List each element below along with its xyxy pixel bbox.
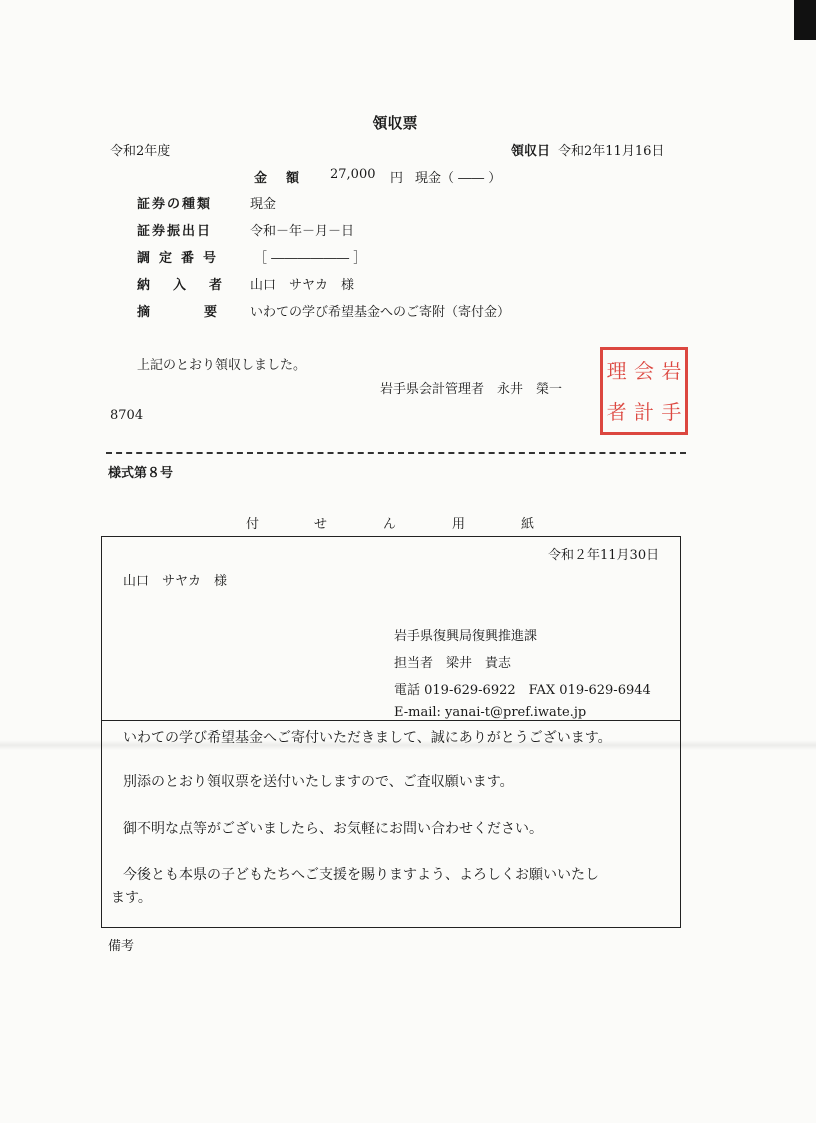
row-label-payer: 納入者 (137, 278, 246, 293)
fusen-message-support: 今後とも本県の子どもたちへご支援を賜りますよう、よろしくお願いいたし (123, 867, 599, 883)
form-number: 様式第８号 (108, 466, 174, 481)
fusen-date: 令和２年11月30日 (548, 548, 660, 563)
seal-char: 理 (606, 358, 627, 383)
seal-char: 会 (633, 358, 654, 383)
fusen-recipient: 山口 サヤカ 様 (123, 574, 228, 589)
fusen-divider (101, 720, 681, 721)
fusen-phone-fax: 電話 019-629-6922 FAX 019-629-6944 (394, 683, 651, 698)
row-label-assessment-no: 調定番号 (137, 251, 226, 266)
seal-char: 者 (606, 399, 627, 424)
fusen-title-char: せ (314, 517, 328, 532)
row-value-summary: いわての学び希望基金へのご寄附（寄付金） (250, 305, 511, 320)
fusen-email: E-mail: yanai-t@pref.iwate.jp (394, 705, 587, 720)
fusen-department: 岩手県復興局復興推進課 (394, 629, 538, 644)
seal-char: 手 (661, 399, 682, 424)
fusen-message-thanks: いわての学び希望基金へご寄付いただきまして、誠にありがとうございます。 (123, 730, 612, 746)
fusen-contact-person: 担当者 梁井 貴志 (394, 656, 512, 671)
row-label-summary: 摘要 (137, 305, 272, 320)
fusen-message-support-cont: ます。 (111, 890, 152, 906)
fusen-message-contact: 御不明な点等がございましたら、お気軽にお問い合わせください。 (123, 821, 543, 837)
scan-edge (794, 0, 816, 40)
amount-value: 27,000 (330, 167, 376, 182)
issuer: 岩手県会計管理者 永井 榮一 (380, 382, 563, 397)
fusen-title-char: 用 (452, 517, 466, 532)
row-value-assessment-no: ［ ―――――― ］ (254, 251, 367, 266)
receipt-date-label: 領収日 (511, 144, 551, 159)
fiscal-year: 令和2年度 (110, 144, 171, 159)
row-value-issue-date: 令和－年－月－日 (250, 224, 355, 239)
cut-line (106, 452, 686, 454)
amount-cash: 現金（ ―― ） (415, 171, 502, 186)
row-label-issue-date: 証券振出日 (137, 224, 213, 239)
amount-unit: 円 (390, 171, 404, 186)
fusen-message-enclosed: 別添のとおり領収票を送付いたしますので、ご査収願います。 (123, 774, 514, 790)
receipt-title: 領収票 (372, 114, 418, 132)
fusen-title-char: ん (383, 517, 397, 532)
fusen-title-char: 付 (246, 517, 260, 532)
row-value-security-type: 現金 (250, 197, 277, 212)
fusen-title-char: 紙 (521, 517, 535, 532)
amount-label: 金 額 (254, 171, 303, 186)
official-seal (600, 347, 688, 435)
confirm-text: 上記のとおり領収しました。 (137, 358, 307, 373)
seal-char: 岩 (661, 358, 682, 383)
seal-char: 計 (633, 399, 654, 424)
row-label-security-type: 証券の種類 (137, 197, 213, 212)
remarks-label: 備考 (108, 939, 135, 954)
receipt-date: 令和2年11月16日 (558, 144, 665, 159)
row-value-payer: 山口 サヤカ 様 (250, 278, 355, 293)
receipt-code: 8704 (110, 408, 144, 423)
